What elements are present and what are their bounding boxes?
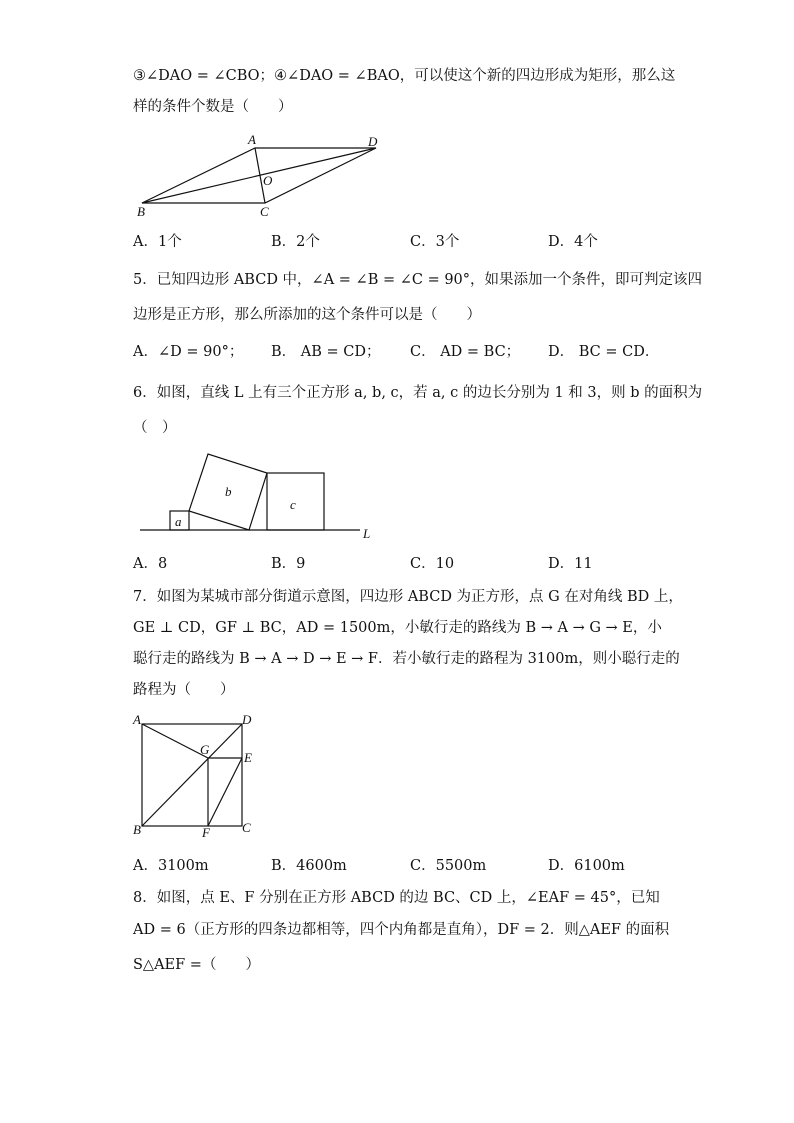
q7-text-line-4: 路程为（ ） — [133, 682, 235, 698]
q8-text-line-1: 8．如图，点 E、F 分别在正方形 ABCD 的边 BC、CD 上，∠EAF = 45°，已知 — [133, 890, 660, 906]
q7-label-g: G — [200, 742, 210, 757]
q7-label-f: F — [202, 825, 210, 840]
q7-label-d: D — [242, 712, 252, 727]
q8-text-line-2: AD = 6（正方形的四条边都相等，四个内角都是直角），DF = 2．则△AEF 的面积 — [133, 922, 670, 938]
q4-label-a: A — [248, 132, 256, 147]
q6-option-a[interactable]: A．8 — [133, 556, 168, 572]
q6-label-a: a — [175, 514, 182, 529]
q5-option-a[interactable]: A．∠D = 90°； — [133, 344, 244, 360]
q6-text-line-2: （ ） — [133, 420, 177, 436]
q7-options — [133, 856, 693, 876]
q4-label-o: O — [263, 173, 273, 188]
q7-label-b: B — [133, 822, 141, 837]
q4-options — [133, 232, 693, 252]
q6-label-c: c — [290, 497, 296, 512]
q5-option-b[interactable]: B． AB = CD； — [271, 344, 381, 360]
q7-option-b[interactable]: B．4600m — [271, 858, 347, 874]
q7-label-e: E — [244, 750, 252, 765]
q7-text-line-1: 7．如图为某城市部分街道示意图，四边形 ABCD 为正方形，点 G 在对角线 BD 上， — [133, 589, 683, 605]
q4-label-b: B — [137, 204, 145, 219]
q6-option-b[interactable]: B．9 — [271, 556, 306, 572]
q8-text-line-3: S△AEF =（ ） — [133, 957, 260, 973]
q6-options — [133, 554, 693, 574]
q6-label-l: L — [363, 526, 371, 541]
q5-option-c[interactable]: C． AD = BC； — [410, 344, 521, 360]
q5-text-line-2: 边形是正方形，那么所添加的这个条件可以是（ ） — [133, 307, 481, 323]
q7-label-a: A — [133, 712, 141, 727]
q6-option-d[interactable]: D．11 — [548, 556, 593, 572]
q7-label-c: C — [242, 820, 251, 835]
q4-option-b[interactable]: B．2个 — [271, 234, 320, 250]
q4-label-d: D — [368, 134, 378, 149]
q5-option-d[interactable]: D． BC = CD． — [548, 344, 660, 360]
q7-figure-street-square — [130, 710, 270, 840]
q7-option-c[interactable]: C．5500m — [410, 858, 487, 874]
q4-label-c: C — [260, 204, 269, 219]
q6-text-line-1: 6．如图，直线 L 上有三个正方形 a, b, c，若 a, c 的边长分别为 1 和 3，则 b 的面积为 — [133, 385, 703, 401]
q7-option-a[interactable]: A．3100m — [133, 858, 209, 874]
q7-text-line-2: GE ⊥ CD，GF ⊥ BC，AD = 1500m，小敏行走的路线为 B → A → G → E，小 — [133, 620, 662, 636]
q7-option-d[interactable]: D．6100m — [548, 858, 625, 874]
q6-label-b: b — [225, 484, 232, 499]
q4-figure-parallelogram — [130, 128, 390, 220]
q6-figure-squares — [140, 448, 380, 543]
q7-text-line-3: 聪行走的路线为 B → A → D → E → F．若小敏行走的路程为 3100m，则小聪行走的 — [133, 651, 680, 667]
q6-option-c[interactable]: C．10 — [410, 556, 455, 572]
q4-text-line-1: ③∠DAO = ∠CBO；④∠DAO = ∠BAO，可以使这个新的四边形成为矩形，那么这 — [133, 68, 676, 84]
q5-options — [133, 342, 693, 362]
q4-option-d[interactable]: D．4个 — [548, 234, 598, 250]
q5-text-line-1: 5．已知四边形 ABCD 中，∠A = ∠B = ∠C = 90°，如果添加一个条件，即可判定该四 — [133, 272, 703, 288]
q4-option-c[interactable]: C．3个 — [410, 234, 460, 250]
q4-text-line-2: 样的条件个数是（ ） — [133, 99, 293, 115]
q4-option-a[interactable]: A．1个 — [133, 234, 182, 250]
